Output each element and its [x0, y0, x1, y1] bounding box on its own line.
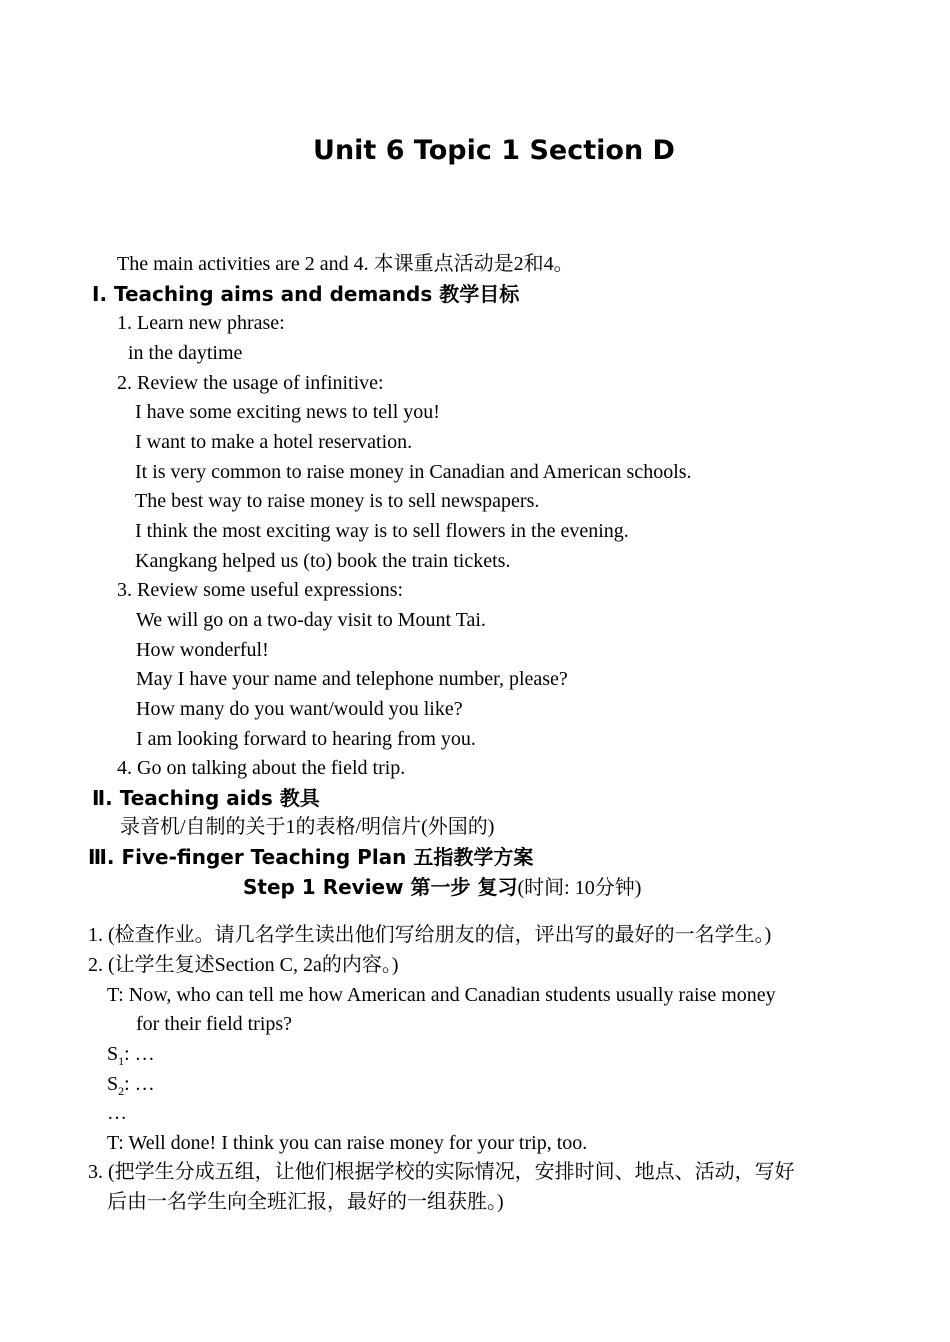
section-3-heading: Ⅲ. Five-finger Teaching Plan 五指教学方案: [88, 845, 534, 869]
aim-2-example: I think the most exciting way is to sell flowers in the evening.: [135, 520, 629, 542]
aim-2-example: The best way to raise money is to sell newspapers.: [135, 490, 540, 512]
aim-2-example: It is very common to raise money in Canadian and American schools.: [135, 461, 692, 483]
speaker-subscript: 2: [118, 1084, 125, 1098]
speaker-letter: S: [107, 1073, 119, 1095]
aim-2-example: I have some exciting news to tell you!: [135, 401, 440, 423]
aim-1: 1. Learn new phrase:: [117, 312, 285, 334]
aim-2-example: I want to make a hotel reservation.: [135, 431, 413, 453]
teaching-aids-text: 录音机/自制的关于1的表格/明信片(外国的): [120, 816, 495, 838]
aim-3-example: May I have your name and telephone number, please?: [136, 668, 568, 690]
procedure-step-3-continued: 后由一名学生向全班汇报，最好的一组获胜。): [107, 1191, 504, 1213]
teacher-closing-line: T: Well done! I think you can raise money for your trip, too.: [107, 1132, 588, 1154]
procedure-step-2: 2. (让学生复述Section C, 2a的内容。): [88, 954, 399, 976]
student-2-line: [107, 1070, 155, 1098]
step-1-heading: [243, 873, 641, 902]
aim-2: 2. Review the usage of infinitive:: [117, 372, 384, 394]
aim-3-example: I am looking forward to hearing from you.: [136, 728, 476, 750]
teacher-line-continued: for their field trips?: [136, 1013, 293, 1035]
procedure-step-3: 3. (把学生分成五组，让他们根据学校的实际情况，安排时间、地点、活动，写好: [88, 1161, 795, 1183]
page-title: Unit 6 Topic 1 Section D: [313, 135, 675, 166]
ellipsis-line: …: [107, 1102, 127, 1124]
speaker-letter: S: [107, 1043, 119, 1065]
procedure-step-1: 1. (检查作业。请几名学生读出他们写给朋友的信，评出写的最好的一名学生。): [88, 924, 772, 946]
section-2-heading: Ⅱ. Teaching aids 教具: [92, 786, 320, 810]
aim-3-example: How wonderful!: [136, 639, 269, 661]
aim-3-example: We will go on a two-day visit to Mount Tai.: [136, 609, 486, 631]
section-1-heading: Ⅰ. Teaching aims and demands 教学目标: [92, 282, 520, 306]
intro-line: The main activities are 2 and 4. 本课重点活动是2和4。: [117, 253, 574, 275]
student-1-line: [107, 1040, 155, 1068]
speaker-subscript: 1: [118, 1054, 125, 1068]
speaker-text: : …: [124, 1073, 155, 1095]
step-1-time: (时间: 10分钟): [517, 877, 642, 899]
aim-4: 4. Go on talking about the field trip.: [117, 757, 406, 779]
aim-3: 3. Review some useful expressions:: [117, 579, 404, 601]
speaker-text: : …: [124, 1043, 155, 1065]
aim-3-example: How many do you want/would you like?: [136, 698, 463, 720]
step-1-label: Step 1 Review 第一步 复习: [243, 875, 518, 899]
aim-2-example: Kangkang helped us (to) book the train tickets.: [135, 550, 511, 572]
teacher-line: T: Now, who can tell me how American and Canadian students usually raise money: [107, 984, 776, 1006]
aim-1-phrase: in the daytime: [128, 342, 243, 364]
